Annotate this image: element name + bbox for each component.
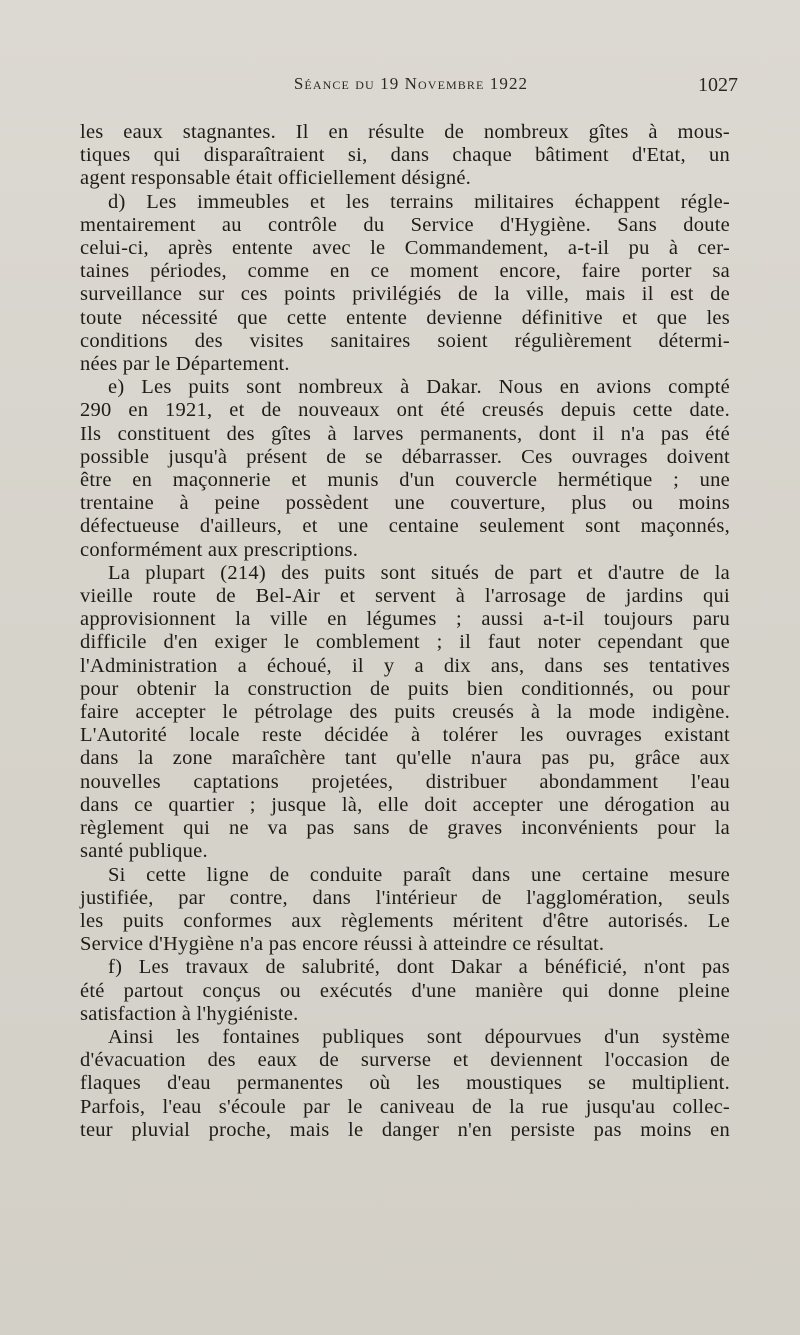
text-line: agent responsable était officiellement désigné. xyxy=(80,167,472,190)
text-line: faire accepter le pétrolage des puits creusés à la mode indigène. xyxy=(80,701,730,724)
text-line: vieille route de Bel-Air et servent à l'arrosage de jardins qui xyxy=(80,585,730,608)
body-text xyxy=(80,121,730,1142)
text-line: 290 en 1921, et de nouveaux ont été creusés depuis cette date. xyxy=(80,399,730,422)
text-line: santé publique. xyxy=(80,840,208,863)
text-line: conditions des visites sanitaires soient régulièrement détermi- xyxy=(80,329,730,352)
text-line: La plupart (214) des puits sont situés de part et d'autre de la xyxy=(108,561,730,584)
text-line: difficile d'en exiger le comblement ; il faut noter cependant que xyxy=(80,631,730,654)
text-line: justifiée, par contre, dans l'intérieur de l'agglomération, seuls xyxy=(80,886,730,909)
text-line: été partout conçus ou exécutés d'une manière qui donne pleine xyxy=(80,979,730,1002)
text-line: trentaine à peine possèdent une couverture, plus ou moins xyxy=(80,492,730,515)
running-title: Séance du 19 Novembre 1922 xyxy=(293,74,529,93)
text-line: flaques d'eau permanentes où les moustiques se multiplient. xyxy=(80,1072,730,1095)
text-line: toute nécessité que cette entente devienne définitive et que les xyxy=(80,306,730,329)
text-line: l'Administration a échoué, il y a dix ans, dans ses tentatives xyxy=(80,654,730,677)
text-line: Ainsi les fontaines publiques sont dépourvues d'un système xyxy=(108,1025,730,1048)
text-line: les eaux stagnantes. Il en résulte de nombreux gîtes à mous- xyxy=(80,121,730,143)
text-line: teur pluvial proche, mais le danger n'en persiste pas moins en xyxy=(80,1118,730,1141)
text-line: Si cette ligne de conduite paraît dans une certaine mesure xyxy=(108,863,730,886)
text-line: e) Les puits sont nombreux à Dakar. Nous en avions compté xyxy=(108,376,730,399)
text-line: nées par le Département. xyxy=(80,353,290,376)
text-line: conformément aux prescriptions. xyxy=(80,538,359,561)
text-line: celui-ci, après entente avec le Commandement, a-t-il pu à cer- xyxy=(80,237,730,260)
text-line: mentairement au contrôle du Service d'Hygiène. Sans doute xyxy=(80,213,730,236)
running-header xyxy=(84,74,738,104)
text-line: f) Les travaux de salubrité, dont Dakar a bénéficié, n'ont pas xyxy=(108,956,730,979)
text-line: d) Les immeubles et les terrains militaires échappent régle- xyxy=(108,190,730,213)
text-line: Ils constituent des gîtes à larves permanents, dont il n'a pas été xyxy=(80,422,730,445)
text-line: dans ce quartier ; jusque là, elle doit accepter une dérogation au xyxy=(80,793,730,816)
text-line: Service d'Hygiène n'a pas encore réussi à atteindre ce résultat. xyxy=(80,933,605,956)
text-line: nouvelles captations projetées, distribuer abondamment l'eau xyxy=(80,770,730,793)
text-line: défectueuse d'ailleurs, et une centaine seulement sont maçonnés, xyxy=(80,515,730,538)
text-line: dans la zone maraîchère tant qu'elle n'aura pas pu, grâce aux xyxy=(80,747,730,770)
text-line: Parfois, l'eau s'écoule par le caniveau de la rue jusqu'au collec- xyxy=(80,1095,730,1118)
text-line: surveillance sur ces points privilégiés de la ville, mais il est de xyxy=(80,283,730,306)
text-line: règlement qui ne va pas sans de graves inconvénients pour la xyxy=(80,817,730,840)
page-number: 1027 xyxy=(698,74,738,96)
text-line: d'évacuation des eaux de surverse et deviennent l'occasion de xyxy=(80,1049,730,1072)
text-line: taines périodes, comme en ce moment encore, faire porter sa xyxy=(80,260,730,283)
text-line: approvisionnent la ville en légumes ; aussi a-t-il toujours paru xyxy=(80,608,730,631)
text-line: satisfaction à l'hygiéniste. xyxy=(80,1002,299,1025)
text-line: pour obtenir la construction de puits bien conditionnés, ou pour xyxy=(80,677,730,700)
text-line: être en maçonnerie et munis d'un couvercle hermétique ; une xyxy=(80,469,730,492)
text-line: tiques qui disparaîtraient si, dans chaque bâtiment d'Etat, un xyxy=(80,144,730,167)
text-line: les puits conformes aux règlements méritent d'être autorisés. Le xyxy=(80,909,730,932)
text-line: possible jusqu'à présent de se débarrasser. Ces ouvrages doivent xyxy=(80,445,730,468)
text-line: L'Autorité locale reste décidée à tolérer les ouvrages existant xyxy=(80,724,730,747)
